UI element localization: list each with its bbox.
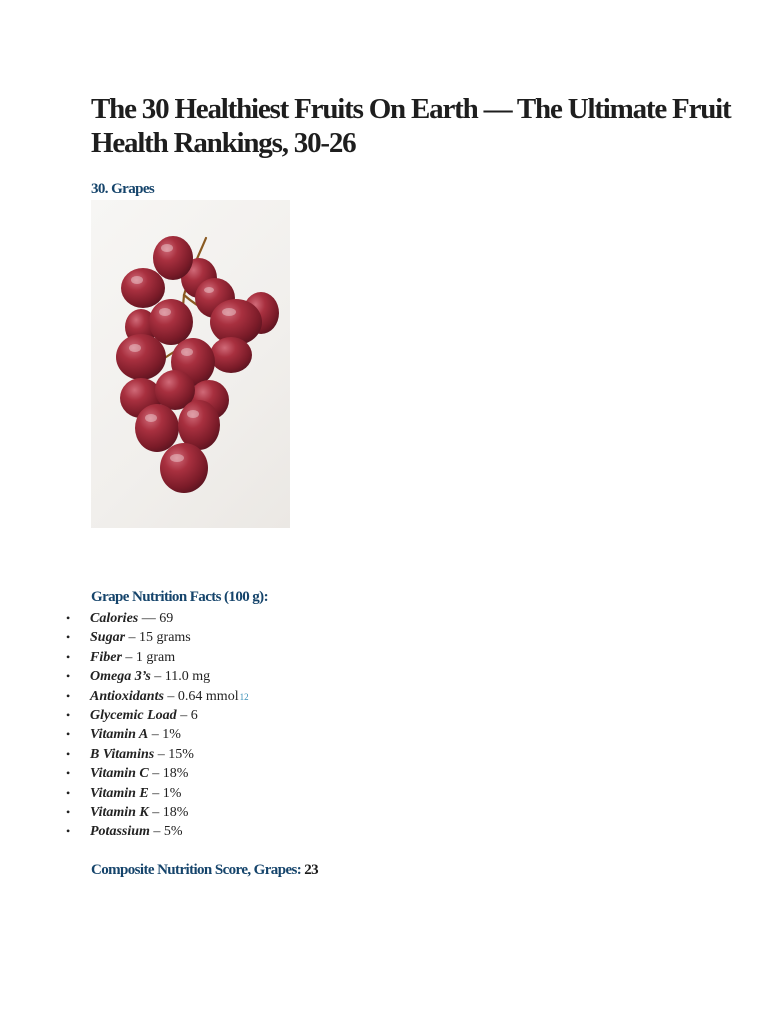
reference-link[interactable]: 12: [239, 691, 249, 702]
list-item: [0, 764, 249, 783]
fact-separator: –: [163, 688, 178, 704]
bullet-icon: •: [66, 727, 71, 742]
list-item: [0, 687, 249, 706]
article-title: The 30 Healthiest Fruits On Earth — The Ultimate Fruit Health Rankings, 30-26: [91, 93, 731, 159]
fact-separator: –: [148, 727, 163, 743]
grapes-photo: [91, 200, 290, 528]
fact-separator: —: [138, 611, 160, 626]
list-item: [0, 803, 249, 822]
composite-score-line: [91, 862, 318, 879]
bullet-icon: •: [66, 669, 71, 684]
list-item: [0, 648, 249, 667]
list-item: [0, 745, 249, 764]
fruit-section-title: 30. Grapes: [91, 181, 155, 197]
fact-label: Potassium: [90, 824, 150, 840]
bullet-icon: •: [66, 649, 71, 664]
fact-value: 18%: [162, 766, 189, 782]
bullet-icon: •: [66, 611, 71, 625]
fact-value: 11.0 mg: [164, 669, 211, 685]
bullet-icon: •: [66, 804, 71, 819]
fact-value: 1%: [162, 785, 182, 801]
fact-value: 0.64 mmol: [177, 688, 239, 704]
fact-label: B Vitamins: [90, 746, 155, 762]
fact-label: Omega 3’s: [90, 669, 151, 685]
composite-score-value: 23: [304, 862, 319, 878]
bullet-icon: •: [66, 766, 71, 781]
fact-separator: –: [148, 766, 163, 782]
fact-label: Glycemic Load: [90, 707, 177, 723]
list-item: [0, 822, 249, 841]
fact-value: 69: [159, 611, 174, 626]
fact-value: 6: [190, 707, 198, 723]
list-item: [0, 784, 249, 803]
fact-value: 15%: [168, 746, 194, 762]
fact-separator: –: [148, 785, 163, 801]
fact-label: Sugar: [90, 630, 126, 646]
fact-value: 15 grams: [139, 630, 191, 646]
composite-score-label: Composite Nutrition Score, Grapes:: [91, 862, 305, 878]
list-item: [0, 609, 249, 628]
nutrition-facts-list: [0, 609, 249, 842]
list-item: [0, 628, 249, 647]
fact-label: Calories: [90, 611, 139, 626]
list-item: [0, 667, 249, 686]
bullet-icon: •: [66, 785, 71, 800]
fact-label: Vitamin K: [90, 804, 149, 820]
fact-separator: –: [125, 630, 140, 646]
fact-separator: –: [149, 824, 164, 840]
list-item: [0, 725, 249, 744]
fact-value: 5%: [163, 824, 183, 840]
fact-label: Vitamin E: [90, 785, 149, 801]
fact-label: Vitamin C: [90, 766, 149, 782]
nutrition-facts-heading: Grape Nutrition Facts (100 g):: [91, 589, 268, 605]
fact-separator: –: [148, 804, 163, 820]
bullet-icon: •: [66, 630, 71, 645]
fact-separator: –: [150, 669, 165, 685]
bullet-icon: •: [66, 824, 71, 839]
list-item: [0, 706, 249, 725]
bullet-icon: •: [66, 746, 71, 761]
fact-value: 18%: [162, 804, 189, 820]
bullet-icon: •: [66, 688, 71, 703]
fact-label: Vitamin A: [90, 727, 149, 743]
fact-separator: –: [176, 707, 191, 723]
fact-separator: –: [154, 746, 169, 762]
fact-label: Fiber: [90, 649, 122, 665]
bullet-icon: •: [66, 707, 71, 722]
fact-label: Antioxidants: [90, 688, 164, 704]
fact-value: 1 gram: [135, 649, 176, 665]
fact-value: 1%: [162, 727, 181, 743]
fact-separator: –: [121, 649, 136, 665]
